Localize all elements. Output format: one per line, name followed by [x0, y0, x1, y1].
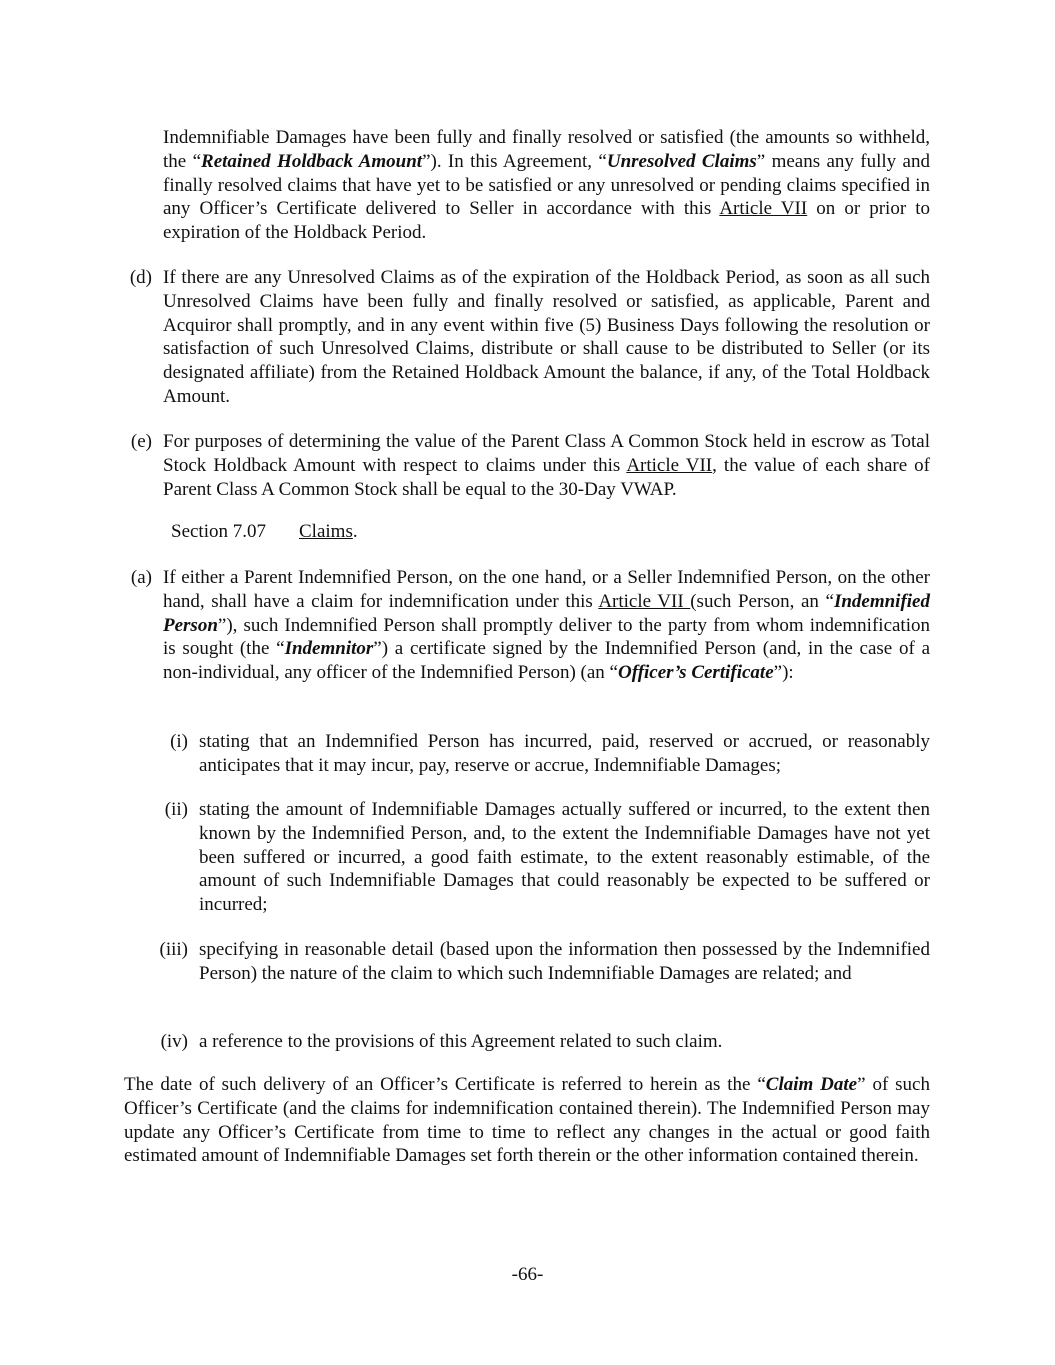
defined-term-unresolved-claims: Unresolved Claims: [606, 150, 757, 172]
subitem-ii-label: (ii): [164, 799, 188, 820]
defined-term-indemnitor: Indemnitor: [284, 638, 374, 660]
defined-term-indemnified-person: Indemnified Person: [163, 590, 930, 636]
text-run: ”). In this Agreement, “: [422, 150, 607, 172]
subitem-iv-text: a reference to the provisions of this Agreement related to such claim.: [199, 1031, 723, 1052]
subitem-iii-text: specifying in reasonable detail (based upon the information then possessed by the Indemnified Person) the nature of the claim to which such Indemnifiable Damages are related; and: [199, 939, 930, 984]
defined-term-officers-certificate: Officer’s Certificate: [617, 662, 774, 684]
section-title: Claims: [299, 521, 353, 542]
item-d-text: If there are any Unresolved Claims as of the expiration of the Holdback Period, as soon as all such Unresolved Claims have been fully and finally resolved or satisfied, as applicable, Parent and Acquiror shall promptly, and in any event within five (5) Business Days following the resolution or satisfaction of such Unresolved Claims, distribute or shall cause to be distributed to Seller (or its designated affiliate) from the Retained Holdback Amount the balance, if any, of the Total Holdback Amount.: [163, 267, 930, 407]
article-vii-reference[interactable]: Article VII: [598, 590, 691, 612]
subitem-i-text: stating that an Indemnified Person has incurred, paid, reserved or accrued, or reasonably anticipates that it may incur, pay, reserve or accrue, Indemnifiable Damages;: [199, 731, 930, 776]
text-run: The date of such delivery of an Officer’s Certificate is referred to herein as the “: [124, 1074, 766, 1095]
text-run: For purposes of determining the value of the Parent Class A Common Stock held in escrow as Total Stock Holdback Amount with respect to claims under this: [163, 431, 930, 476]
paragraph-continuation: [163, 126, 930, 245]
text-run: on or prior to expiration of the Holdback Period.: [163, 198, 930, 244]
subitem-ii-text: stating the amount of Indemnifiable Damages actually suffered or incurred, to the extent then known by the Indemnified Person, and, to the extent the Indemnifiable Damages have not yet been suffered or incurred, a good faith estimate, to the extent reasonably estimable, of the amount of such Indemnifiable Damages that could reasonably be expected to be suffered or incurred;: [199, 799, 930, 916]
text-run: Indemnifiable Damages have been fully and finally resolved or satisfied (the amounts so withheld, the “: [163, 127, 930, 172]
defined-term-retained-holdback-amount: Retained Holdback Amount: [201, 150, 423, 172]
closing-paragraph: [124, 1073, 930, 1168]
text-run: ” of such Officer’s Certificate (and the claims for indemnification contained therein). The Indemnified Person may update any Officer’s Certificate from time to time to reflect any changes in the actual or good faith estimated amount of Indemnifiable Damages set forth therein or the other information contained therein.: [124, 1074, 930, 1167]
subitem-i-label: (i): [170, 731, 188, 752]
text-run: (such Person, an “: [690, 590, 834, 612]
text-run: ”) a certificate signed by the Indemnified Person (and, in the case of a non-individual, any officer of the Indemnified Person) (an “: [163, 638, 930, 684]
item-d-label: (d): [129, 267, 152, 288]
subitem-iii-label: (iii): [159, 939, 188, 960]
article-vii-reference[interactable]: Article VII: [719, 198, 808, 220]
text-run: , the value of each share of Parent Class A Common Stock shall be equal to the 30-Day VWAP.: [163, 454, 930, 500]
section-heading: [171, 520, 358, 544]
item-a-text: [163, 566, 930, 685]
article-vii-reference[interactable]: Article VII: [626, 454, 713, 476]
text-run: ”):: [773, 662, 794, 684]
text-run: ” means any fully and finally resolved claims that have yet to be satisfied or any unresolved or pending claims specified in any Officer’s Certificate delivered to Seller in accordance with this: [163, 150, 930, 220]
subitem-iv-label: (iv): [160, 1031, 188, 1052]
item-e-label: (e): [130, 431, 152, 452]
page-number: -66-: [511, 1264, 544, 1285]
text-run: If either a Parent Indemnified Person, on the one hand, or a Seller Indemnified Person, on the other hand, shall have a claim for indemnification under this: [163, 567, 930, 612]
item-e-text: [163, 430, 930, 501]
text-run: ”), such Indemnified Person shall promptly deliver to the party from whom indemnification is sought (the “: [163, 614, 930, 660]
defined-term-claim-date: Claim Date: [765, 1074, 858, 1095]
section-number: Section 7.07: [171, 521, 266, 542]
section-title-period: .: [352, 521, 358, 542]
item-a-label: (a): [130, 567, 152, 588]
